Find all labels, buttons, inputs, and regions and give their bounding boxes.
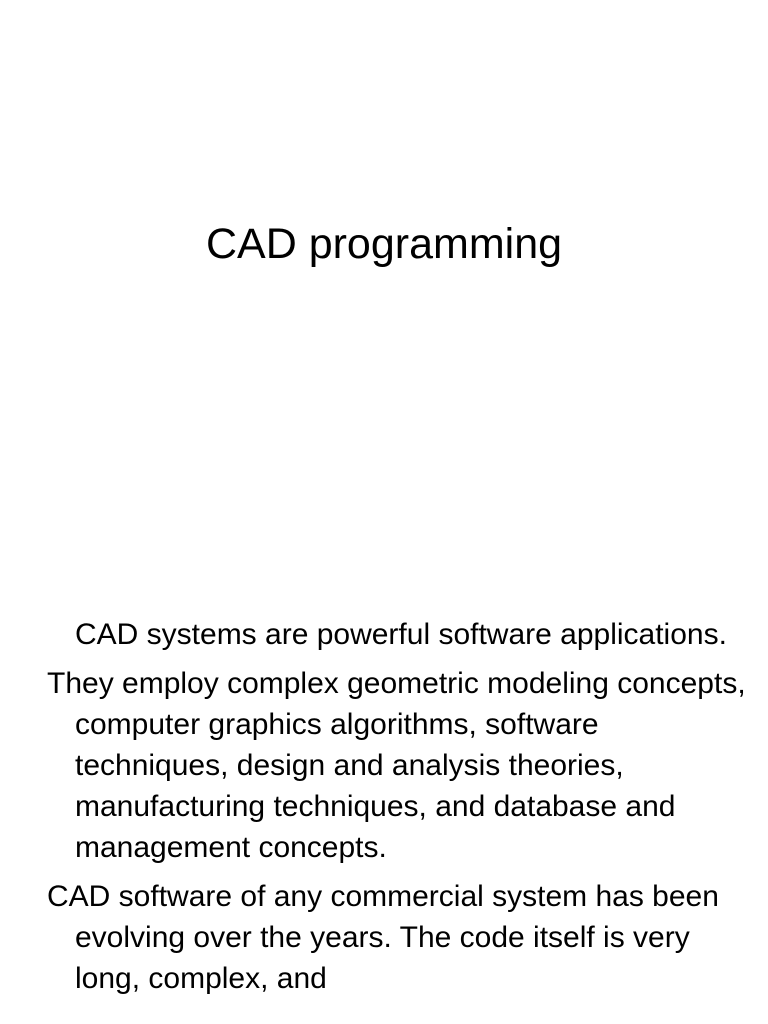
paragraph-cad-software: CAD software of any commercial system has been evolving over the years. The code itself is very long, complex, and [47, 880, 719, 995]
paragraph-concepts: They employ complex geometric modeling concepts, computer graphics algorithms, software techniques, design and analysis theories, manufacturing techniques, and database and management concepts. [47, 667, 746, 864]
paragraph-cad-systems: CAD systems are powerful software applications. [75, 618, 727, 651]
slide-body [47, 614, 747, 1007]
slide-title: CAD programming [205, 220, 563, 268]
